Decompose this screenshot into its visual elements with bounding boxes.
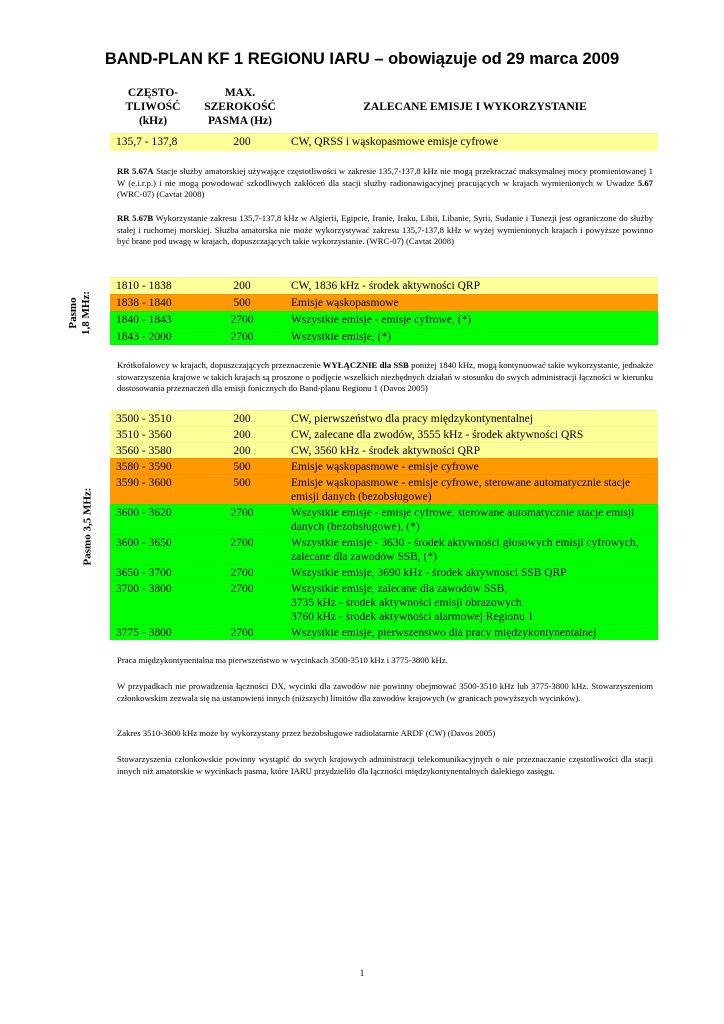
header-usage: ZALECANE EMISJE I WYKORZYSTANIE <box>363 101 587 113</box>
note-text: Wykorzystanie zakresu 135,7-137,8 kHz w Algierii, Egipcie, Iranie, Iraku, Libii, Libanie, Syrii, Sudanie i Tunezji jest ograniczone do służby stałej i ruchomej morskiej. Służba amatorska nie może wykorzystywać zakresu 135,7-137,8 kHz w wyżej wymienionych krajach i powyższe powinno być brane pod uwagę w krajach, dopuszczających takie wykorzystanie. (WRC-07) (Cavtat 2008) <box>117 213 654 246</box>
row-frequency: 3700 - 3800 <box>116 583 172 595</box>
band-18mhz-table <box>110 277 658 345</box>
band-row <box>110 534 658 564</box>
row-usage: CW, pierwszeństwo dla pracy międzykontynentalnej <box>291 413 533 425</box>
note-text: (WRC-07) (Cavtat 2008) <box>117 189 205 199</box>
row-usage: Emisje wąskopasmowe - emisje cyfrowe <box>291 461 479 473</box>
band-row <box>110 580 658 624</box>
row-frequency: 135,7 - 137,8 <box>116 136 178 148</box>
band-row <box>110 624 658 640</box>
note-35-contests: W przypadkach nie prowadzenia łączności DX, wycinki dla zawodów nie powinny obejmować 3500-3510 kHz lub 3775-3800 kHz. Stowarzyszeniom członkowskim zezwala się na ustanowieni innych (niższych) limitów dla zawodów krajowych (w granicach powyższych wycinków). <box>117 681 653 703</box>
band-136khz-table <box>110 133 658 151</box>
row-usage: Wszystkie emisje, pierwszeństwo dla pracy międzykontynentalnej <box>291 627 597 639</box>
row-bandwidth: 200 <box>233 136 251 148</box>
row-bandwidth: 2700 <box>230 507 254 519</box>
row-frequency: 3500 - 3510 <box>116 413 172 425</box>
band-row <box>110 426 658 442</box>
note-text: Stacje służby amatorskiej używające częstotliwości w zakresie 135,7-137,8 kHz nie mogą przekraczać maksymalnej mocy promieniowanej 1 W (e.i.r.p.) i nie mogą powodować szkodliwych zakłóceń dla stacji służby radionawigacyjnej pracujących w krajach wymienionych w Uwadze <box>117 166 654 188</box>
note-35-ardf: Zakres 3510-3600 kHz może by wykorzystany przez bezobsługowe radiolatarnie ARDF (CW) (Davos 2005) <box>117 728 496 738</box>
row-bandwidth: 500 <box>233 461 251 473</box>
row-bandwidth: 2700 <box>230 314 254 326</box>
note-ref: RR 5.67A <box>117 166 154 176</box>
band-row <box>110 504 658 534</box>
band-row <box>110 410 658 426</box>
row-usage: Wszystkie emisje, zalecane dla zawodów SSB, 3735 kHz - środek aktywności emisji obrazowych 3760 kHz - środek aktywności alarmowej Regionu 1 <box>291 583 534 623</box>
note-rr-567b <box>117 213 653 248</box>
note-35-administrations: Stowarzyszenia członkowskie powinny wystąpić do swych krajowych administracji telekomunikacyjnych o nie przeznaczanie częstotliwości dla stacji innych niż amatorskie w wycinkach pasma, które IARU przydzieliło dla łączności międzykontynentalnych dalekiego zasięgu. <box>117 754 653 776</box>
note-rr-567a <box>117 166 653 201</box>
page-number: 1 <box>359 968 365 978</box>
band-row <box>110 474 658 504</box>
row-bandwidth: 200 <box>233 445 251 457</box>
band-row <box>110 277 658 294</box>
page-title: BAND-PLAN KF 1 REGIONU IARU – obowiązuje od 29 marca 2009 <box>104 50 620 68</box>
row-usage: Emisje wąskopasmowe - emisje cyfrowe, sterowane automatycznie stacje emisji danych (bezobsługowe) <box>291 477 631 503</box>
band-label-18: Pasmo 1,8 MHz: <box>67 291 92 335</box>
band-row <box>110 311 658 328</box>
row-frequency: 1840 - 1843 <box>116 314 172 326</box>
note-text: poniżej 1840 kHz, mogą kontynuować takie wykorzystanie, jednakże stowarzyszenia krajowe w takich krajach są proszone o podjęcie wszelkich niezbędnych działań w stosunku do swych administracji łączności w kierunku dostosowania przeznaczeń dla emisji fonicznych do Band-planu Regionu 1 (Davos 2005) <box>117 360 653 393</box>
note-text: Krótkofalowcy w krajach, dopuszczających przeznaczenie <box>117 360 321 370</box>
header-frequency: CZĘSTO- TLIWOŚĆ (kHz) <box>125 87 181 127</box>
header-max-bandwidth: MAX. SZEROKOŚĆ PASMA (Hz) <box>204 87 276 127</box>
row-usage: Wszystkie emisje - emisje cyfrowe, sterowane automatycznie stacje emisji danych (bezobsługowe), (*) <box>291 507 635 533</box>
row-bandwidth: 2700 <box>230 627 254 639</box>
band-row <box>110 564 658 580</box>
row-bandwidth: 200 <box>233 280 251 292</box>
note-35-intercontinental: Praca międzykontynentalna ma pierwszeństwo w wycinkach 3500-3510 kHz i 3775-3800 kHz. <box>117 655 448 665</box>
band-row <box>110 328 658 345</box>
row-usage: Wszystkie emisje - emisje cyfrowe, (*) <box>291 314 472 326</box>
row-usage: CW, 1836 kHz - środek aktywności QRP <box>291 280 480 292</box>
row-frequency: 1810 - 1838 <box>116 280 172 292</box>
row-usage: Emisje wąskopasmowe <box>291 297 399 309</box>
row-usage: CW, zalecane dla zwodów, 3555 kHz - środek aktywności QRS <box>291 429 584 441</box>
row-frequency: 3600 - 3620 <box>116 507 172 519</box>
row-bandwidth: 2700 <box>230 567 254 579</box>
row-frequency: 3775 - 3800 <box>116 627 172 639</box>
row-usage: CW, QRSS i wąskopasmowe emisje cyfrowe <box>291 136 499 148</box>
row-usage: Wszystkie emisje, 3690 kHz - środek aktywności SSB QRP <box>291 567 567 579</box>
note-emphasis: WYŁĄCZNIE dla SSB <box>322 360 409 370</box>
row-frequency: 3510 - 3560 <box>116 429 172 441</box>
row-usage: Wszystkie emisje - 3630 - środek aktywności głosowych emisji cyfrowych, zalecane dla zawodów SSB, (*) <box>291 537 639 563</box>
row-bandwidth: 500 <box>233 297 251 309</box>
row-frequency: 3560 - 3580 <box>116 445 172 457</box>
row-frequency: 3580 - 3590 <box>116 461 172 473</box>
row-bandwidth: 500 <box>233 477 251 489</box>
band-label-35: Pasmo 3,5 MHz: <box>81 487 94 566</box>
band-row <box>110 133 658 151</box>
row-bandwidth: 200 <box>233 413 251 425</box>
row-bandwidth: 2700 <box>230 537 254 549</box>
row-frequency: 3600 - 3650 <box>116 537 172 549</box>
band-35mhz-table <box>110 410 658 640</box>
note-ref: 5.67 <box>637 177 654 188</box>
row-usage: Wszystkie emisje, (*) <box>291 331 391 343</box>
band-row <box>110 294 658 311</box>
row-frequency: 1838 - 1840 <box>116 297 172 309</box>
band-row <box>110 442 658 458</box>
row-frequency: 3650 - 3700 <box>116 567 172 579</box>
note-ref: RR 5.67B <box>117 213 154 223</box>
row-frequency: 3590 - 3600 <box>116 477 172 489</box>
row-frequency: 1843 - 2000 <box>116 331 172 343</box>
row-usage: CW, 3560 kHz - środek aktywności QRP <box>291 445 480 457</box>
band-row <box>110 458 658 474</box>
note-18mhz-ssb <box>117 360 653 395</box>
row-bandwidth: 2700 <box>230 583 254 595</box>
row-bandwidth: 2700 <box>230 331 254 343</box>
row-bandwidth: 200 <box>233 429 251 441</box>
